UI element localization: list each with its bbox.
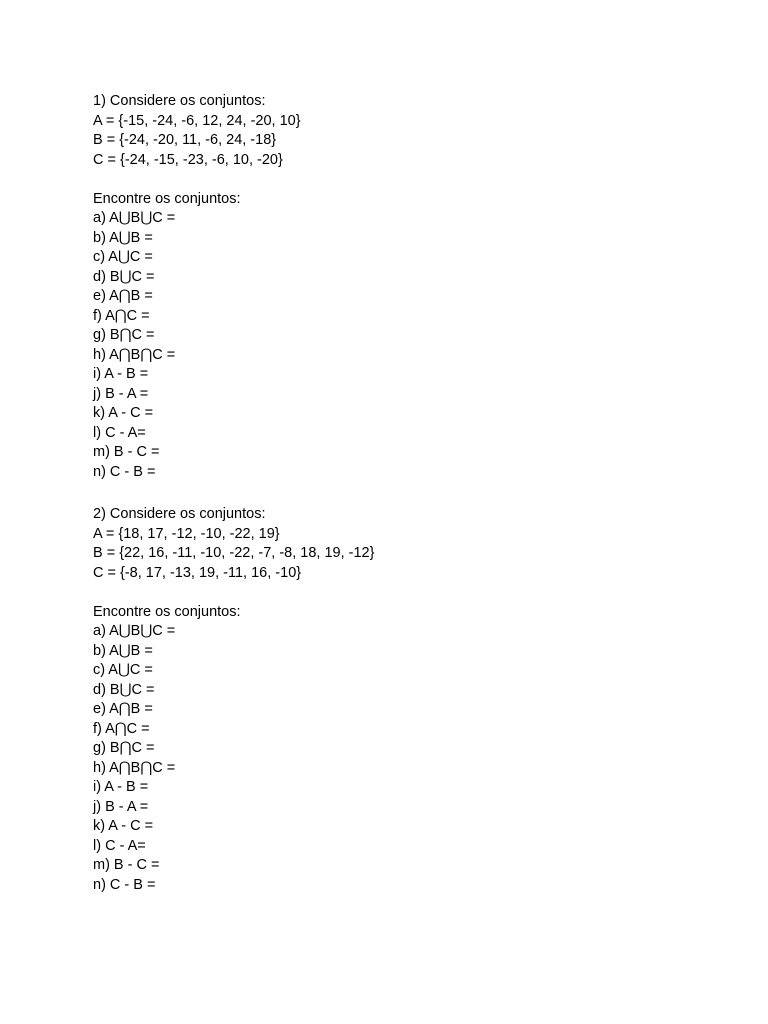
- blank-line: [93, 583, 693, 603]
- exercise-prompt: Encontre os conjuntos:: [93, 190, 241, 207]
- question-item-f: f) A⋂C =: [93, 720, 150, 737]
- question-item-c: c) A⋃C =: [93, 662, 153, 678]
- question-item-j: j) B - A =: [93, 798, 149, 815]
- question-item-e: e) A⋂B =: [93, 288, 153, 304]
- set-c-definition: C = {-24, -15, -23, -6, 10, -20}: [93, 151, 283, 168]
- question-item-l: l) C - A=: [93, 424, 146, 441]
- set-a-definition: A = {18, 17, -12, -10, -22, 19}: [93, 525, 280, 542]
- question-item-k: k) A - C =: [93, 818, 154, 834]
- question-item-a: a) A⋃B⋃C =: [93, 210, 176, 226]
- blank-line: [93, 170, 693, 190]
- question-item-h: h) A⋂B⋂C =: [93, 759, 176, 776]
- question-item-k: k) A - C =: [93, 405, 154, 421]
- question-item-j: j) B - A =: [93, 385, 149, 402]
- question-item-c: c) A⋃C =: [93, 249, 153, 265]
- question-item-a: a) A⋃B⋃C =: [93, 623, 176, 639]
- question-item-b: b) A⋃B =: [93, 229, 153, 246]
- exercise-prompt: Encontre os conjuntos:: [93, 603, 241, 620]
- question-item-n: n) C - B =: [93, 876, 156, 893]
- exercise-intro: 2) Considere os conjuntos:: [93, 506, 266, 522]
- question-item-n: n) C - B =: [93, 463, 156, 480]
- question-item-b: b) A⋃B =: [93, 642, 153, 659]
- question-item-i: i) A - B =: [93, 779, 149, 795]
- set-c-definition: C = {-8, 17, -13, 19, -11, 16, -10}: [93, 564, 302, 581]
- question-item-h: h) A⋂B⋂C =: [93, 346, 176, 363]
- question-item-i: i) A - B =: [93, 366, 149, 382]
- set-a-definition: A = {-15, -24, -6, 12, 24, -20, 10}: [93, 112, 301, 129]
- question-item-e: e) A⋂B =: [93, 701, 153, 717]
- exercise-intro: 1) Considere os conjuntos:: [93, 93, 266, 109]
- exercise-2: [93, 505, 693, 895]
- question-item-d: d) B⋃C =: [93, 681, 155, 698]
- question-item-m: m) B - C =: [93, 444, 160, 460]
- exercise-1: [93, 92, 693, 482]
- question-item-g: g) B⋂C =: [93, 740, 155, 756]
- question-item-g: g) B⋂C =: [93, 327, 155, 343]
- question-item-f: f) A⋂C =: [93, 307, 150, 324]
- set-b-definition: B = {-24, -20, 11, -6, 24, -18}: [93, 132, 277, 148]
- question-item-m: m) B - C =: [93, 857, 160, 873]
- question-item-l: l) C - A=: [93, 837, 146, 854]
- set-b-definition: B = {22, 16, -11, -10, -22, -7, -8, 18, 19, -12}: [93, 545, 375, 561]
- question-item-d: d) B⋃C =: [93, 268, 155, 285]
